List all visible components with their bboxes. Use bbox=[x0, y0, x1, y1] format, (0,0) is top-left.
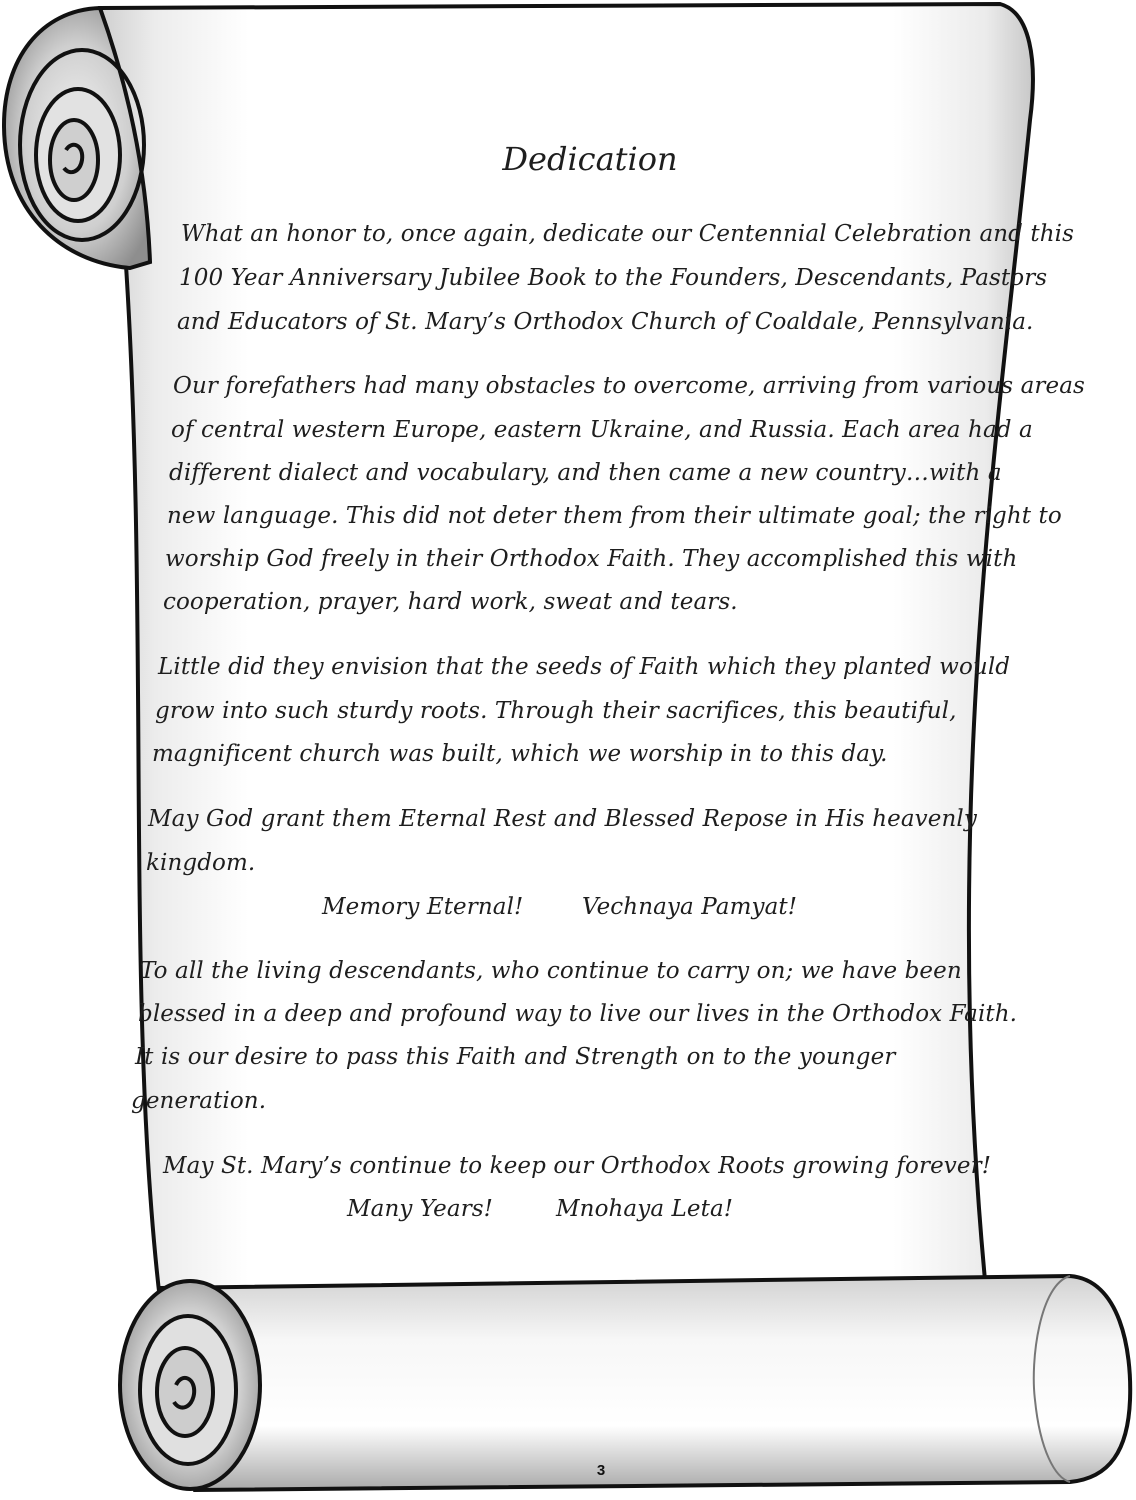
paragraph-2-line-6: cooperation, prayer, hard work, sweat and tears. bbox=[163, 589, 738, 615]
paragraph-2-line-3: different dialect and vocabulary, and then came a new country…with a bbox=[169, 460, 1002, 486]
page-number: 3 bbox=[596, 1462, 606, 1479]
paragraph-2-line-4: new language. This did not deter them from their ultimate goal; the right to bbox=[167, 503, 1062, 529]
paragraph-2-line-1: Our forefathers had many obstacles to overcome, arriving from various areas bbox=[173, 373, 1085, 399]
paragraph-1-line-2: 100 Year Anniversary Jubilee Book to the Founders, Descendants, Pastors bbox=[179, 265, 1048, 291]
paragraph-1-line-1: What an honor to, once again, dedicate our Centennial Celebration and this bbox=[181, 221, 1075, 247]
closing-line: May St. Mary’s continue to keep our Orthodox Roots growing forever! bbox=[163, 1153, 992, 1179]
paragraph-3-line-2: grow into such sturdy roots. Through their sacrifices, this beautiful, bbox=[155, 698, 957, 724]
paragraph-5-line-1: To all the living descendants, who continue to carry on; we have been bbox=[140, 958, 962, 984]
paragraph-5-line-3: It is our desire to pass this Faith and Strength on to the younger bbox=[135, 1044, 896, 1070]
memory-eternal: Memory Eternal! bbox=[322, 894, 524, 920]
paragraph-5-line-4: generation. bbox=[131, 1088, 267, 1114]
paragraph-4-line-2: kingdom. bbox=[146, 850, 256, 876]
mnohaya-leta: Mnohaya Leta! bbox=[556, 1196, 734, 1222]
many-years: Many Years! bbox=[347, 1196, 494, 1222]
vechnaya-pamyat: Vechnaya Pamyat! bbox=[582, 894, 798, 920]
paragraph-4-line-1: May God grant them Eternal Rest and Blessed Repose in His heavenly bbox=[148, 806, 977, 832]
paragraph-3-line-3: magnificent church was built, which we worship in to this day. bbox=[152, 741, 888, 767]
paragraph-2-line-5: worship God freely in their Orthodox Faith. They accomplished this with bbox=[165, 546, 1018, 572]
paragraph-1-line-3: and Educators of St. Mary’s Orthodox Church of Coaldale, Pennsylvania. bbox=[177, 309, 1034, 335]
paragraph-5-line-2: blessed in a deep and profound way to live our lives in the Orthodox Faith. bbox=[138, 1001, 1018, 1027]
page-title: Dedication bbox=[502, 140, 678, 178]
bottom-scroll-roll bbox=[120, 1276, 1130, 1490]
paragraph-2-line-2: of central western Europe, eastern Ukraine, and Russia. Each area had a bbox=[171, 417, 1033, 443]
paragraph-3-line-1: Little did they envision that the seeds of Faith which they planted would bbox=[158, 654, 1011, 680]
